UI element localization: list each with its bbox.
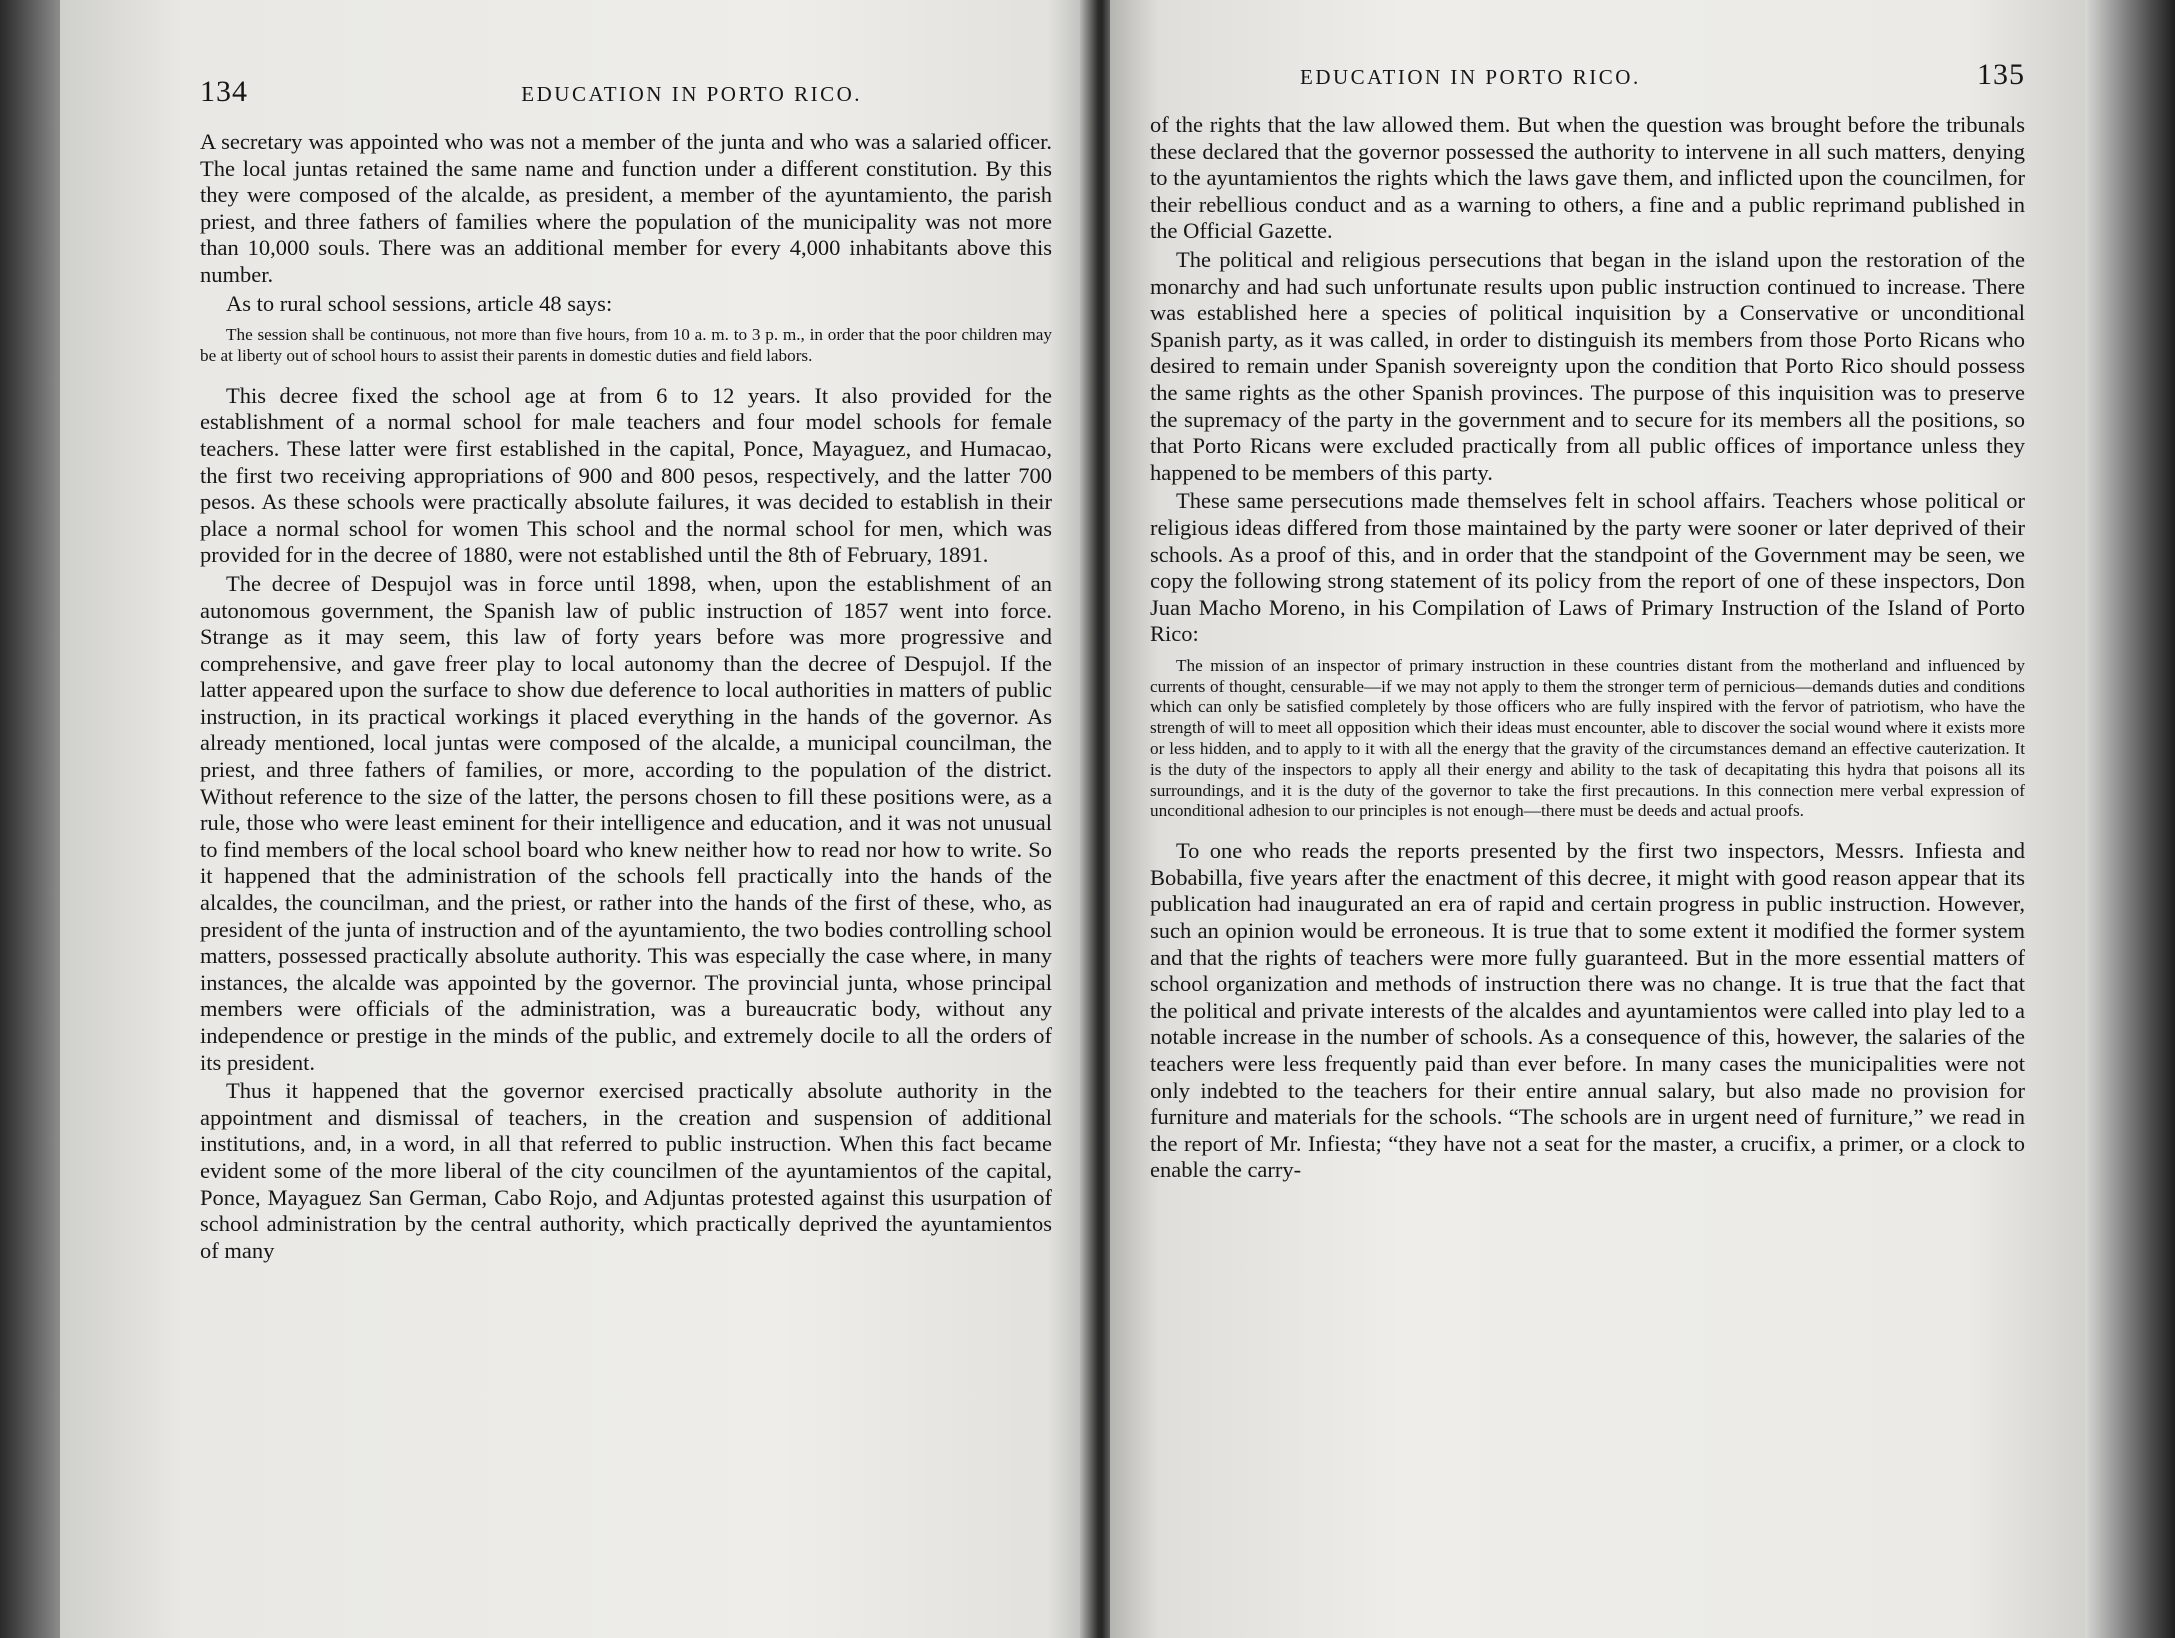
right-paragraph-1: of the rights that the law allowed them. But when the question was brought before the tribunals these declared that the governor possessed the authority to intervene in all such matters, denying to the ayuntamientos the rights which the laws gave them, and inflicted upon the councilmen, for their rebellious conduct and as a warning to others, a fine and a public reprimand published in the Official Gazette. (1150, 112, 2025, 244)
right-block-quote: The mission of an inspector of primary instruction in these countries distant from the motherland and influenced by currents of thought, censurable—if we may not apply to them the stronger term of pernicious—demands duties and conditions which can only be satisfied completely by those officers who are fully inspired with the fervor of patriotism, who have the strength of will to meet all opposition which their ideas must encounter, able to discover the social wound where it exists more or less hidden, and to apply to it with all the energy that the gravity of the circumstances demand an effective cauterization. It is the duty of the inspectors to apply all their energy and ability to the task of decapitating this hydra that poisons all its surroundings, and it is the duty of the governor to take the first precautions. In this connection mere verbal expression of unconditional adhesion to our principles is not enough—there must be deeds and actual proofs. (1150, 655, 2025, 821)
left-page (60, 0, 1090, 1638)
left-paragraph-2: As to rural school sessions, article 48 says: (226, 290, 613, 316)
right-running-title: EDUCATION IN PORTO RICO. (1300, 65, 1641, 89)
right-paragraph-3: These same persecutions made themselves felt in school affairs. Teachers whose political or religious ideas differed from those maintained by the party were sooner or later deprived of their schools. As a proof of this, and in order that the standpoint of the Government may be seen, we copy the following strong statement of its policy from the report of one of these inspectors, Don Juan Macho Moreno, in his Compilation of Laws of Primary Instruction of the Island of Porto Rico: (1150, 488, 2025, 647)
left-paragraph-1: A secretary was appointed who was not a member of the junta and who was a salaried officer. The local juntas retained the same name and function under a different constitution. By this they were composed of the alcalde, as president, a member of the ayuntamiento, the parish priest, and three fathers of families where the population of the municipality was not more than 10,000 souls. There was an additional member for every 4,000 inhabitants above this number. (200, 129, 1052, 287)
left-paragraph-5: Thus it happened that the governor exercised practically absolute authority in the appointment and dismissal of teachers, in the creation and suspension of additional institutions, and, in a word, in all that referred to public instruction. When this fact became evident some of the more liberal of the city councilmen of the ayuntamientos of the capital, Ponce, Mayaguez San German, Cabo Rojo, and Adjuntas protested against this usurpation of school administration by the central authority, which practically deprived the ayuntamientos of many (200, 1078, 1052, 1263)
right-page (1110, 0, 2085, 1638)
left-running-title: EDUCATION IN PORTO RICO. (521, 82, 862, 106)
right-page-number: 135 (1977, 58, 2025, 91)
left-paragraph-3: This decree fixed the school age at from 6 to 12 years. It also provided for the establishment of a normal school for male teachers and four model schools for female teachers. These latter were first established in the capital, Ponce, Mayaguez, and Humacao, the first two receiving appropriations of 900 and 800 pesos, respectively, and the latter 700 pesos. As these schools were practically absolute failures, it was decided to establish in their place a normal school for women This school and the normal school for men, which was provided for in the decree of 1880, were not established until the 8th of February, 1891. (200, 382, 1052, 568)
left-paragraph-4: The decree of Despujol was in force until 1898, when, upon the establishment of an autonomous government, the Spanish law of public instruction of 1857 went into force. Strange as it may seem, this law of forty years before was more progressive and comprehensive, and gave freer play to local autonomy than the decree of Despujol. If the latter appeared upon the surface to show due deference to local authorities in matters of public instruction, in its practical workings it placed everything in the hands of the governor. As already mentioned, local juntas were composed of the alcalde, a municipal councilman, the priest, and three fathers of families, or more, according to the population of the district. Without reference to the size of the latter, the persons chosen to fill these positions were, as a rule, those who were least eminent for their intelligence and education, and it was not unusual to find members of the local school board who knew neither how to read nor how to write. So it happened that the administration of the schools fell practically into the hands of the alcaldes, the councilman, and the priest, or rather into the hands of the first of these, who, as president of the junta of instruction and of the ayuntamiento, the two bodies controlling school matters, possessed practically absolute authority. This was especially the case where, in many instances, the alcalde was appointed by the governor. The provincial junta, whose principal members were officials of the administration, was a bureaucratic body, without any independence or prestige in the minds of the public, and extremely docile to all the orders of its president. (200, 570, 1052, 1075)
right-page-edges (2085, 0, 2175, 1638)
left-block-quote: The session shall be continuous, not more than five hours, from 10 a. m. to 3 p. m., in order that the poor children may be at liberty out of school hours to assist their parents in domestic duties and field labors. (200, 325, 1052, 365)
right-paragraph-2: The political and religious persecutions that began in the island upon the restoration of the monarchy and had such unfortunate results upon public instruction continued to increase. There was established here a species of political inquisition by a Conservative or unconditional Spanish party, as it was called, in order to distinguish its members from those Porto Ricans who desired to remain under Spanish sovereignty upon the condition that Porto Rico should possess the same rights as the other Spanish provinces. The purpose of this inquisition was to preserve the supremacy of the party in the government and to secure for its members all the positions, so that Porto Ricans were excluded practically from all public offices of importance unless they happened to be members of this party. (1150, 246, 2025, 485)
right-paragraph-4: To one who reads the reports presented by the first two inspectors, Messrs. Infiesta and Bobabilla, five years after the enactment of this decree, it might with good reason appear that its publication had inaugurated an era of rapid and certain progress in public instruction. However, such an opinion would be erroneous. It is true that to some extent it modified the former system and that the rights of teachers were more fully guaranteed. But in the more essential matters of school organization and methods of instruction there was no change. It is true that the fact that the political and private interests of the alcaldes and ayuntamientos were called into play led to a notable increase in the number of schools. As a consequence of this, however, the salaries of the teachers were less frequently paid than ever before. In many cases the municipalities were not only indebted to the teachers for their entire annual salary, but also made no provision for furniture and materials for the schools. “The schools are in urgent need of furniture,” we read in the report of Mr. Infiesta; “they have not a seat for the master, a crucifix, a primer, or a clock to enable the carry- (1150, 838, 2025, 1183)
left-page-number: 134 (200, 75, 248, 108)
right-running-head (1150, 58, 2025, 98)
left-running-head (200, 75, 1052, 115)
